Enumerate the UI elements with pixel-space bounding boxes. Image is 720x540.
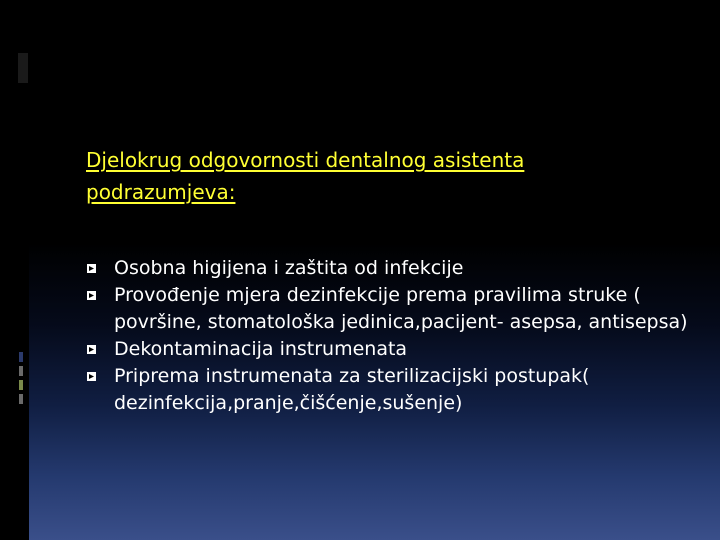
square-arrow-bullet-icon bbox=[87, 345, 96, 354]
square-arrow-bullet-icon bbox=[87, 264, 96, 273]
bullet-list bbox=[86, 255, 696, 417]
list-item bbox=[86, 282, 696, 336]
decorative-mark bbox=[19, 380, 23, 390]
list-item bbox=[86, 336, 696, 363]
bullet-text: Dekontaminacija instrumenata bbox=[114, 338, 408, 360]
list-item bbox=[86, 363, 696, 417]
bullet-text: Osobna higijena i zaštita od infekcije bbox=[114, 257, 464, 279]
decorative-block bbox=[18, 53, 28, 83]
decorative-mark bbox=[19, 366, 23, 376]
square-arrow-bullet-icon bbox=[87, 372, 96, 381]
square-arrow-bullet-icon bbox=[87, 291, 96, 300]
decorative-mark bbox=[19, 394, 23, 404]
bullet-text: Priprema instrumenata za sterilizacijski postupak( dezinfekcija,pranje,čišćenje,sušenje) bbox=[114, 365, 590, 414]
decorative-mark bbox=[19, 352, 23, 362]
slide-heading: Djelokrug odgovornosti dentalnog asistenta podrazumjeva: bbox=[86, 148, 525, 204]
list-item bbox=[86, 255, 696, 282]
decorative-marks bbox=[19, 352, 24, 408]
left-decorative-strip bbox=[0, 0, 28, 540]
bullet-text: Provođenje mjera dezinfekcije prema pravilima struke ( površine, stomatološka jedinica,pacijent- asepsa, antisepsa) bbox=[114, 284, 688, 333]
